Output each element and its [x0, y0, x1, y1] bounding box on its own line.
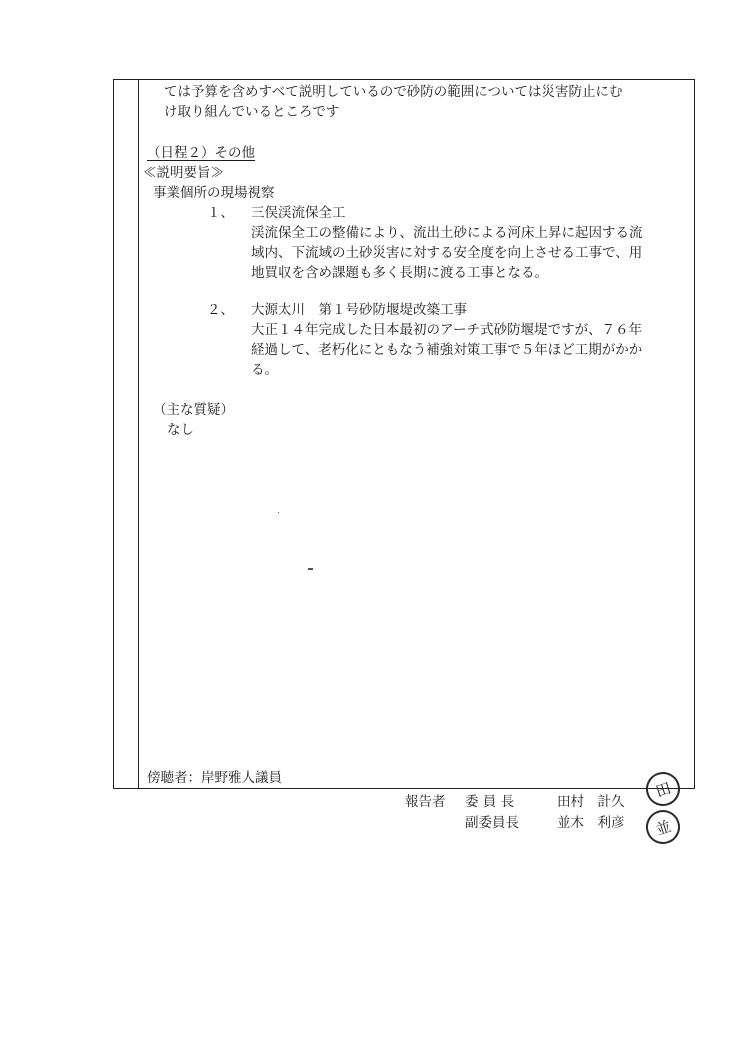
item-2-title: 大源太川 第１号砂防堰堤改築工事: [251, 302, 467, 318]
item-1-title: 三俣渓流保全工: [251, 205, 346, 221]
item-2-line-2: 経過して、老朽化にともなう補強対策工事で５年ほど工期がかか: [251, 342, 643, 358]
continuation-line-1: ては予算を含めすべて説明しているので砂防の範囲については災害防止にむ: [164, 84, 623, 100]
chair-seal-stamp: 田: [642, 768, 685, 811]
qa-answer: なし: [167, 422, 194, 438]
qa-label: （主な質疑）: [153, 402, 234, 418]
summary-label: ≪説明要旨≫: [143, 165, 224, 181]
continuation-line-2: け取り組んでいるところです: [164, 104, 340, 120]
item-1-line-2: 域内、下流域の土砂災害に対する安全度を向上させる工事で、用: [251, 245, 643, 261]
scan-speck: [278, 512, 279, 513]
item-1-line-1: 渓流保全工の整備により、流出土砂による河床上昇に起因する流: [251, 225, 643, 241]
vice-chair-role: 副委員長: [465, 815, 519, 831]
chair-name: 田村 計久: [557, 794, 625, 810]
item-2-number: ２、: [207, 302, 234, 318]
chair-role: 委 員 長: [465, 794, 515, 810]
scan-speck: [308, 568, 313, 570]
summary-intro: 事業個所の現場視察: [153, 185, 275, 201]
table-column-divider: [138, 79, 139, 789]
item-1-line-3: 地買収を含め課題も多く長期に渡る工事となる。: [251, 265, 548, 281]
vice-chair-name: 並木 利彦: [557, 815, 625, 831]
vice-chair-seal-stamp: 並: [642, 806, 685, 849]
item-1-number: １、: [207, 205, 234, 221]
item-2-line-1: 大正１４年完成した日本最初のアーチ式砂防堰堤ですが、７６年: [251, 322, 643, 338]
observer-line: 傍聴者：岸野雅人議員: [147, 770, 282, 786]
item-2-line-3: る。: [251, 362, 278, 378]
reporter-label: 報告者: [405, 794, 446, 810]
section-heading: （日程２）その他: [147, 145, 255, 161]
